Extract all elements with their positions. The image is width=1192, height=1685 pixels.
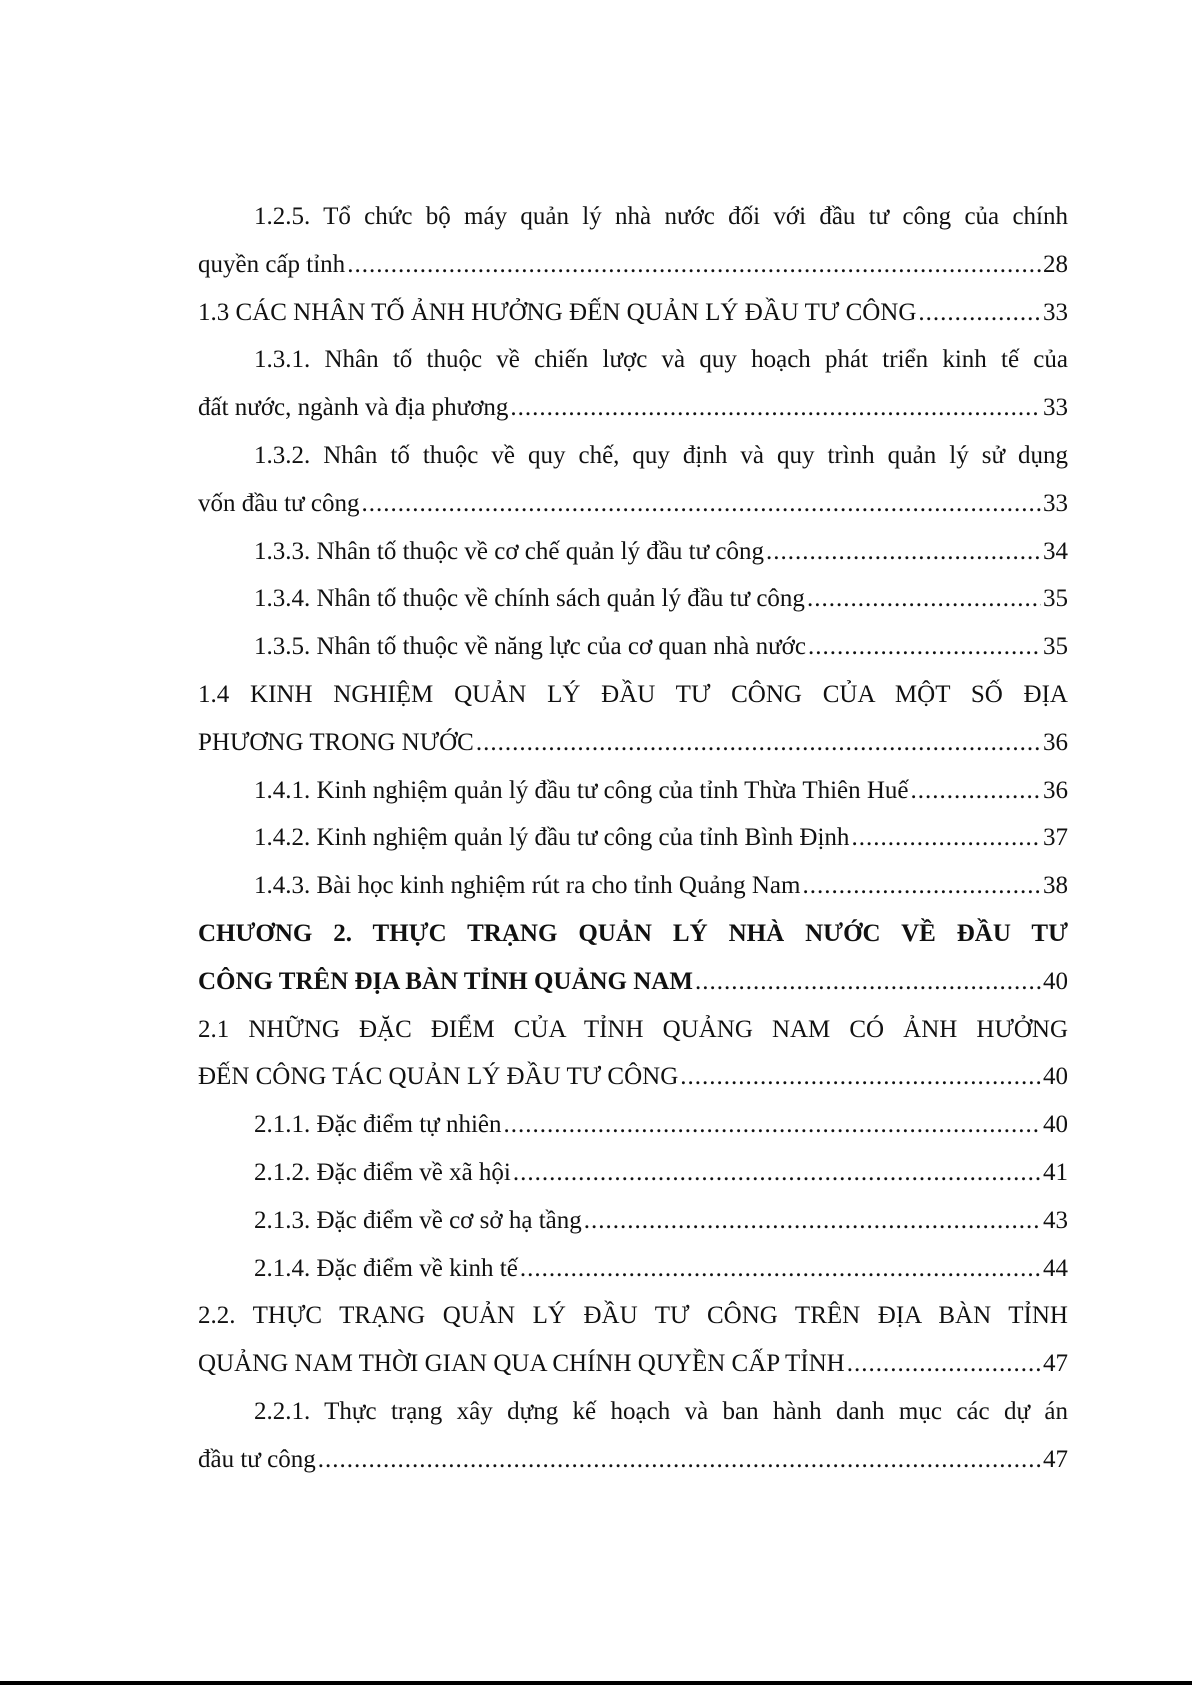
toc-entry-1-4-1[interactable] (198, 767, 1068, 815)
toc-page-number: 47 (1043, 1445, 1068, 1473)
dot-leader (361, 480, 1041, 528)
toc-entry-1-3[interactable] (198, 289, 1068, 337)
toc-page-number: 33 (1043, 489, 1068, 517)
dot-leader (513, 1149, 1041, 1197)
dot-leader (918, 289, 1041, 337)
dot-leader (520, 1245, 1041, 1293)
toc-entry-1-4-line1: 1.4 KINH NGHIỆM QUẢN LÝ ĐẦU TƯ CÔNG CỦA MỘT SỐ ĐỊA (198, 680, 1068, 708)
toc-page-number: 35 (1043, 585, 1068, 613)
table-of-contents (198, 193, 1068, 1484)
toc-entry-chapter-2-line1: CHƯƠNG 2. THỰC TRẠNG QUẢN LÝ NHÀ NƯỚC VỀ ĐẦU TƯ (198, 919, 1068, 947)
toc-entry-1-4-2[interactable] (198, 814, 1068, 862)
toc-entry-1-3-2[interactable] (198, 480, 1068, 528)
toc-page-number: 47 (1043, 1350, 1068, 1378)
toc-page-number: 36 (1043, 776, 1068, 804)
toc-entry-1-2-5[interactable] (198, 241, 1068, 289)
toc-entry-1-2-5-line1: 1.2.5. Tổ chức bộ máy quản lý nhà nước đối với đầu tư công của chính (254, 203, 1068, 230)
toc-entry-text: 1.3.3. Nhân tố thuộc về cơ chế quản lý đầu tư công (254, 537, 764, 565)
toc-entry-2-2-1-line1: 2.2.1. Thực trạng xây dựng kế hoạch và ban hành danh mục các dự án (254, 1397, 1068, 1425)
toc-entry-text: 2.1.1. Đặc điểm tự nhiên (254, 1111, 502, 1139)
toc-entry-1-3-2-line1: 1.3.2. Nhân tố thuộc về quy chế, quy định và quy trình quản lý sử dụng (254, 441, 1068, 469)
toc-entry-text: vốn đầu tư công (198, 489, 360, 517)
dot-leader (911, 767, 1041, 815)
toc-page-number: 41 (1043, 1158, 1068, 1186)
toc-entry-2-2-line1: 2.2. THỰC TRẠNG QUẢN LÝ ĐẦU TƯ CÔNG TRÊN ĐỊA BÀN TỈNH (198, 1302, 1068, 1330)
bottom-border-line (0, 1681, 1192, 1685)
toc-entry-1-4-3[interactable] (198, 862, 1068, 910)
toc-entry-2-1-line1: 2.1 NHỮNG ĐẶC ĐIỂM CỦA TỈNH QUẢNG NAM CÓ ẢNH HƯỞNG (198, 1015, 1068, 1043)
dot-leader (504, 1101, 1041, 1149)
toc-entry-2-1[interactable] (198, 1053, 1068, 1101)
toc-entry-text: đất nước, ngành và địa phương (198, 394, 509, 422)
dot-leader (584, 1197, 1041, 1245)
toc-entry-text: 1.3.4. Nhân tố thuộc về chính sách quản lý đầu tư công (254, 585, 805, 613)
toc-page-number: 44 (1043, 1254, 1068, 1282)
toc-page-number: 40 (1043, 1111, 1068, 1139)
toc-page-number: 28 (1043, 250, 1068, 278)
dot-leader (766, 528, 1041, 576)
dot-leader (807, 575, 1041, 623)
toc-entry-text: 1.4.3. Bài học kinh nghiệm rút ra cho tỉnh Quảng Nam (254, 872, 801, 900)
toc-entry-text: QUẢNG NAM THỜI GIAN QUA CHÍNH QUYỀN CẤP TỈNH (198, 1350, 845, 1378)
toc-entry-2-1-2[interactable] (198, 1149, 1068, 1197)
dot-leader (802, 862, 1041, 910)
toc-entry-1-3-1[interactable] (198, 384, 1068, 432)
toc-page-number: 34 (1043, 537, 1068, 565)
toc-page-number: 36 (1043, 728, 1068, 756)
toc-entry-1-3-1-line1: 1.3.1. Nhân tố thuộc về chiến lược và quy hoạch phát triển kinh tế của (254, 346, 1068, 374)
toc-entry-text: 2.1.4. Đặc điểm về kinh tế (254, 1254, 518, 1282)
toc-entry-2-1-3[interactable] (198, 1197, 1068, 1245)
toc-page-number: 40 (1043, 1063, 1068, 1091)
dot-leader (476, 719, 1041, 767)
dot-leader (847, 1340, 1041, 1388)
dot-leader (851, 814, 1041, 862)
toc-entry-1-3-5[interactable] (198, 623, 1068, 671)
toc-entry-text: 2.1.3. Đặc điểm về cơ sở hạ tầng (254, 1206, 582, 1234)
toc-entry-1-4[interactable] (198, 719, 1068, 767)
toc-page-number: 40 (1043, 967, 1068, 995)
dot-leader (808, 623, 1041, 671)
toc-entry-2-2[interactable] (198, 1340, 1068, 1388)
toc-entry-2-1-4[interactable] (198, 1245, 1068, 1293)
dot-leader (695, 958, 1041, 1006)
toc-page-number: 33 (1043, 394, 1068, 422)
dot-leader (680, 1053, 1041, 1101)
toc-entry-text: 1.3.5. Nhân tố thuộc về năng lực của cơ quan nhà nước (254, 633, 806, 661)
toc-page-number: 33 (1043, 298, 1068, 326)
toc-entry-chapter-2[interactable] (198, 958, 1068, 1006)
toc-page-number: 35 (1043, 633, 1068, 661)
dot-leader (347, 241, 1041, 289)
toc-entry-text: ĐẾN CÔNG TÁC QUẢN LÝ ĐẦU TƯ CÔNG (198, 1063, 679, 1091)
toc-entry-text: 2.1.2. Đặc điểm về xã hội (254, 1158, 511, 1186)
toc-entry-text: 1.4.1. Kinh nghiệm quản lý đầu tư công của tỉnh Thừa Thiên Huế (254, 776, 909, 804)
toc-entry-text: 1.4.2. Kinh nghiệm quản lý đầu tư công của tỉnh Bình Định (254, 824, 850, 852)
toc-entry-text: CÔNG TRÊN ĐỊA BÀN TỈNH QUẢNG NAM (198, 967, 693, 995)
dot-leader (510, 384, 1041, 432)
toc-entry-text: đầu tư công (198, 1445, 316, 1473)
toc-entry-1-3-4[interactable] (198, 575, 1068, 623)
toc-entry-text: 1.3 CÁC NHÂN TỐ ẢNH HƯỞNG ĐẾN QUẢN LÝ ĐẦU TƯ CÔNG (198, 298, 917, 326)
toc-entry-1-3-3[interactable] (198, 528, 1068, 576)
toc-entry-2-2-1[interactable] (198, 1436, 1068, 1484)
toc-entry-2-1-1[interactable] (198, 1101, 1068, 1149)
toc-entry-text: PHƯƠNG TRONG NƯỚC (198, 728, 474, 756)
dot-leader (318, 1436, 1041, 1484)
toc-page-number: 37 (1043, 824, 1068, 852)
toc-page-number: 38 (1043, 872, 1068, 900)
toc-entry-text: quyền cấp tỉnh (198, 250, 346, 278)
toc-page-number: 43 (1043, 1206, 1068, 1234)
